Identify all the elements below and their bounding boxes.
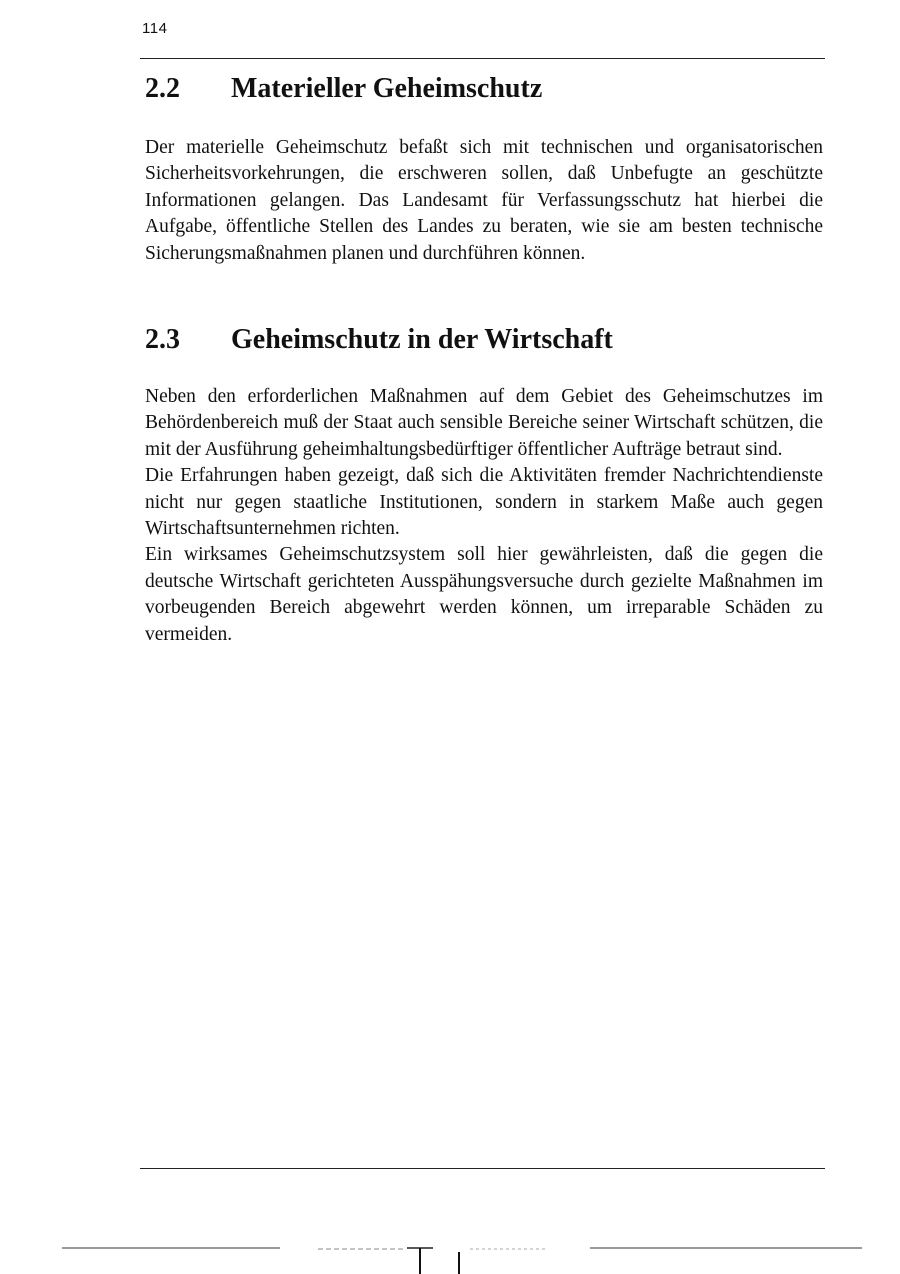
paragraph: Ein wirksames Geheimschutzsystem soll hier gewährleisten, daß die gegen die deutsche Wirtschaft gerichteten Ausspähungsversuche durch gezielte Maßnahmen im vorbeugenden Bereich abgewehrt werden können, um irreparable Schäden zu vermeiden. [145,544,823,645]
scan-margin-marks-graphic [0,1238,900,1274]
page-number: 114 [142,20,168,37]
footer-rule [140,1168,825,1169]
section-heading-2-3 [145,324,613,356]
paragraph: Der materielle Geheimschutz befaßt sich mit technischen und organisatorischen Sicherheitsvorkehrungen, die erschweren sollen, daß Unbefugte an geschützte Informationen gelangen. Das Landesamt für Verfassungsschutz hat hierbei die Aufgabe, öffentliche Stellen des Landes zu beraten, wie sie am besten technische Sicherungsmaßnahmen planen und durchführen können. [145,137,823,264]
section-title: Materieller Geheimschutz [231,73,543,104]
section-title: Geheimschutz in der Wirtschaft [231,324,613,355]
paragraph: Neben den erforderlichen Maßnahmen auf dem Gebiet des Geheimschutzes im Behördenbereich muß der Staat auch sensible Bereiche seiner Wirtschaft schützen, die mit der Ausführung geheimhaltungsbedürftiger öffentlicher Aufträge betraut sind. [145,386,823,460]
paragraph: Die Erfahrungen haben gezeigt, daß sich die Aktivitäten fremder Nachrichtendienste nicht nur gegen staatliche Institutionen, sondern in starkem Maße auch gegen Wirtschaftsunternehmen richten. [145,465,823,540]
section-number: 2.2 [145,73,180,104]
section-body-2-3 [145,384,823,648]
section-heading-2-2 [145,73,542,105]
section-number: 2.3 [145,324,180,355]
scan-margin-marks [0,1238,900,1274]
header-rule [140,58,825,59]
section-body-2-2 [145,135,823,267]
